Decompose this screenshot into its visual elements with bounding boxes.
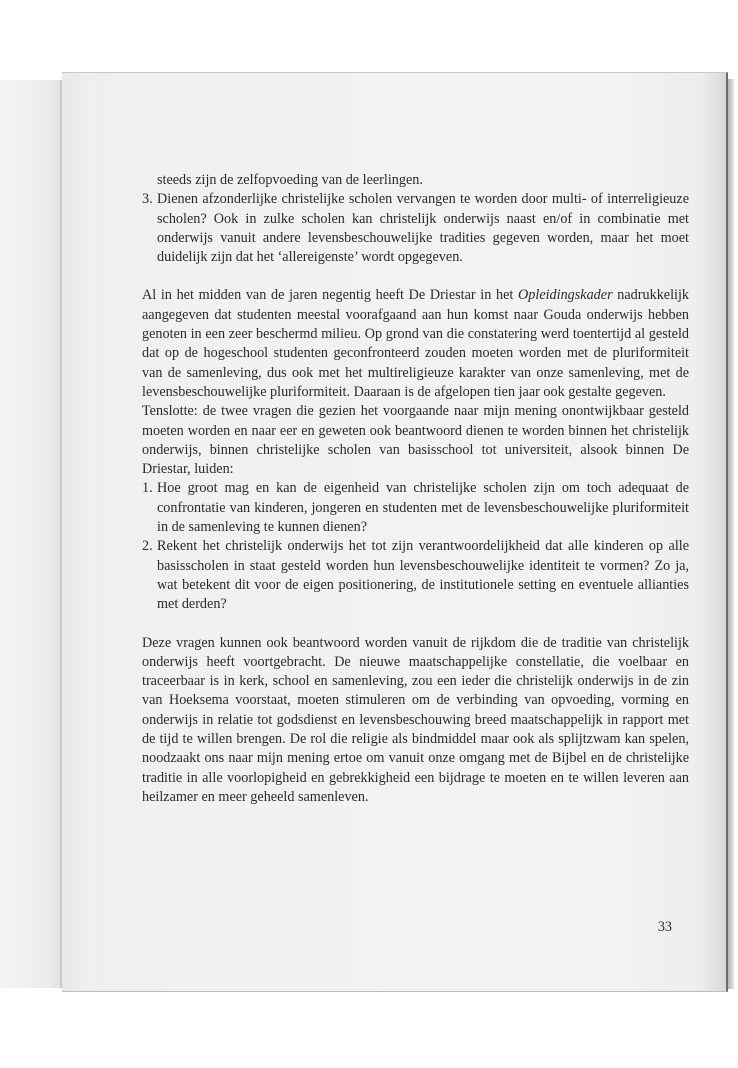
- left-page-edge: [0, 80, 60, 988]
- list-number: 2.: [142, 538, 153, 555]
- page-number: 33: [657, 919, 672, 935]
- list-number: 1.: [142, 480, 153, 497]
- italic-title: Opleidingskader: [518, 287, 613, 304]
- paragraph-opleidingskader: [142, 286, 689, 402]
- paragraph-gap: [142, 267, 689, 286]
- paragraph-text-rest: nadrukkelijk aangegeven dat studenten meestal voorafgaand aan hun komst naar Gouda onderwijs hebben genoten in een zeer beschermd milieu. Op grond van die constatering werd toentertijd al gesteld dat op de hogeschool studenten geconfronteerd zouden moeten worden met de pluriformiteit van de samenleving, dus ook met het multireligieuze karakter van onze samenleving, met de levensbeschouwelijke pluriformiteit. Daaraan is de afgelopen tien jaar ook gestalte gegeven.: [142, 287, 689, 400]
- list-item-text: Dienen afzonderlijke christelijke scholen vervangen te worden door multi- of interreligieuze scholen? Ook in zulke scholen kan christelijk onderwijs naast en/of in combinatie met onderwijs vanuit andere levensbeschouwelijke tradities gegeven worden, maar het moet duidelijk zijn dat het ‘allereigenste’ wordt opgegeven.: [157, 191, 689, 266]
- list-item-3: [142, 190, 689, 267]
- page-stack-edge: [728, 79, 734, 989]
- paragraph-tenslotte: Tenslotte: de twee vragen die gezien het voorgaande naar mijn mening onontwijkbaar gesteld moeten worden en naar eer en geweten ook beantwoord dienen te worden binnen het christelijk onderwijs, binnen christelijke scholen van basisschool tot universiteit, alsook binnen De Driestar, luiden:: [142, 403, 689, 478]
- list-item-text: Hoe groot mag en kan de eigenheid van christelijke scholen zijn om toch adequaat de confrontatie van kinderen, jongeren en studenten met de levensbeschouwelijke pluriformiteit in de samenleving te kunnen dienen?: [157, 480, 689, 536]
- body-text: [142, 171, 689, 807]
- list-item-text: Rekent het christelijk onderwijs het tot zijn verantwoordelijkheid dat alle kinderen op alle basisscholen in staat gesteld worden hun levensbeschouwelijke identiteit te vormen? Zo ja, wat betekent dit voor de eigen positionering, de institutionele setting en eventuele allianties met derden?: [157, 538, 689, 613]
- paragraph-gap: [142, 615, 689, 634]
- list-item-2: [142, 537, 689, 614]
- continued-list-text: steeds zijn de zelfopvoeding van de leerlingen.: [157, 172, 423, 188]
- paragraph-deze-vragen: Deze vragen kunnen ook beantwoord worden vanuit de rijkdom die de traditie van christelijk onderwijs heeft voortgebracht. De nieuwe maatschappelijke constellatie, die voelbaar en traceerbaar is in kerk, school en samenleving, zou een ieder die christelijk onderwijs in de zin van Hoeksema voorstaat, moeten stimuleren om de verbinding van opvoeding, vorming en onderwijs in relatie tot godsdienst en levensbeschouwing breed maatschappelijk in rapport met de tijd te willen brengen. De rol die religie als bindmiddel maar ook als splijtzwam kan spelen, noodzaakt ons naar mijn mening ertoe om vanuit onze omgang met de Bijbel en de christelijke traditie in alle voorlopigheid en gebrekkigheid een bijdrage te moeten en te willen leveren aan heilzamer en meer geheeld samenleven.: [142, 634, 689, 805]
- right-page: [62, 72, 728, 992]
- list-number: 3.: [142, 191, 153, 208]
- list-item-1: [142, 479, 689, 537]
- paragraph-text-start: Al in het midden van de jaren negentig heeft De Driestar in het: [142, 287, 519, 304]
